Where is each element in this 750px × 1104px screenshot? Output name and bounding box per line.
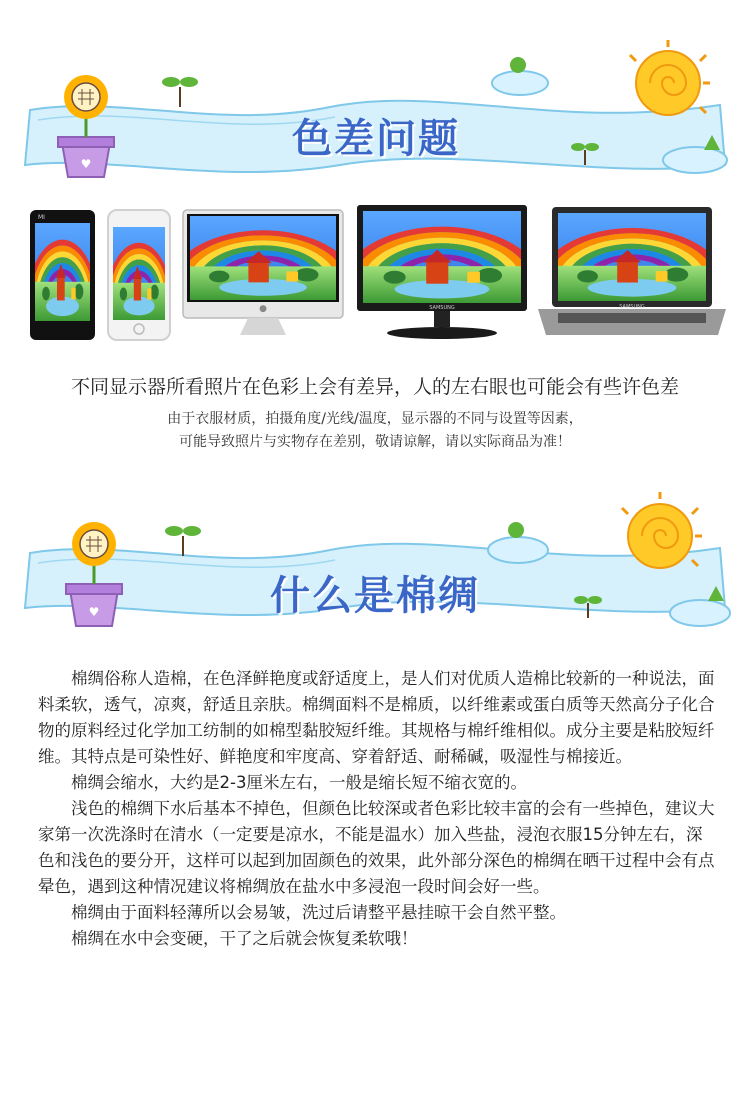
- monitor-device: [347, 205, 537, 339]
- section1-banner: [0, 35, 750, 205]
- phone-device: [108, 210, 170, 340]
- monitor-device: [175, 210, 350, 335]
- svg-text:●: ●: [259, 304, 267, 314]
- paragraph: 棉绸由于面料轻薄所以会易皱，洗过后请整平悬挂晾干会自然平整。: [71, 903, 566, 922]
- svg-text:SAMSUNG: SAMSUNG: [429, 305, 455, 311]
- svg-text:♥: ♥: [88, 605, 100, 619]
- device-showcase: [30, 205, 730, 355]
- svg-text:MI: MI: [38, 214, 45, 221]
- sprout-icon: [162, 77, 198, 107]
- devices-illustration: [30, 205, 730, 355]
- cloud-icon: [488, 522, 548, 563]
- sprout-icon: [165, 526, 201, 556]
- section2-title: 什么是棉绸: [270, 573, 480, 619]
- cloud-icon: [492, 57, 548, 95]
- paragraph: 棉绸俗称人造棉，在色泽鲜艳度或舒适度上，是人们对优质人造棉比较新的一种说法，面料柔软，透气，凉爽，舒适且亲肤。棉绸面料不是棉质，以纤维素或蛋白质等天然高分子化合物的原料经过化学加工纺制的如棉型黏胶短纤维。其规格与棉纤维相似。成分主要是粘胶短纤维。其特点是可染性好、鲜艳度和牢度高、穿着舒适、耐稀碱，吸湿性与棉接近。: [38, 669, 715, 766]
- note-line-1: 由于衣服材质，拍摄角度/光线/温度，显示器的不同与设置等因素，: [167, 411, 583, 427]
- paragraph: 棉绸在水中会变硬，干了之后就会恢复柔软哦！: [71, 929, 418, 948]
- color-difference-note: [0, 408, 750, 454]
- section2-banner: [0, 478, 750, 648]
- phone-device: [30, 210, 96, 340]
- fabric-description: [38, 666, 718, 952]
- sun-icon: [630, 40, 710, 115]
- laptop-device: [538, 207, 726, 335]
- note-line-2: 可能导致照片与实物存在差别，敬请谅解，请以实际商品为准！: [179, 434, 571, 450]
- svg-text:SAMSUNG: SAMSUNG: [619, 304, 645, 310]
- paragraph: 浅色的棉绸下水后基本不掉色，但颜色比较深或者色彩比较丰富的会有一些掉色，建议大家第一次洗涤时在清水（一定要是凉水，不能是温水）加入些盐，浸泡衣服15分钟左右，深色和浅色的要分开，这样可以起到加固颜色的效果，此外部分深色的棉绸在晒干过程中会有点晕色，遇到这种情况建议将棉绸放在盐水中多浸泡一段时间会好一些。: [38, 799, 715, 896]
- banner-decoration: [0, 478, 750, 648]
- svg-text:♥: ♥: [80, 157, 92, 171]
- color-difference-caption: 不同显示器所看照片在色彩上会有差异，人的左右眼也可能会有些许色差: [70, 376, 679, 398]
- section1-title: 色差问题: [292, 116, 460, 162]
- paragraph: 棉绸会缩水，大约是2-3厘米左右，一般是缩长短不缩衣宽的。: [71, 773, 527, 792]
